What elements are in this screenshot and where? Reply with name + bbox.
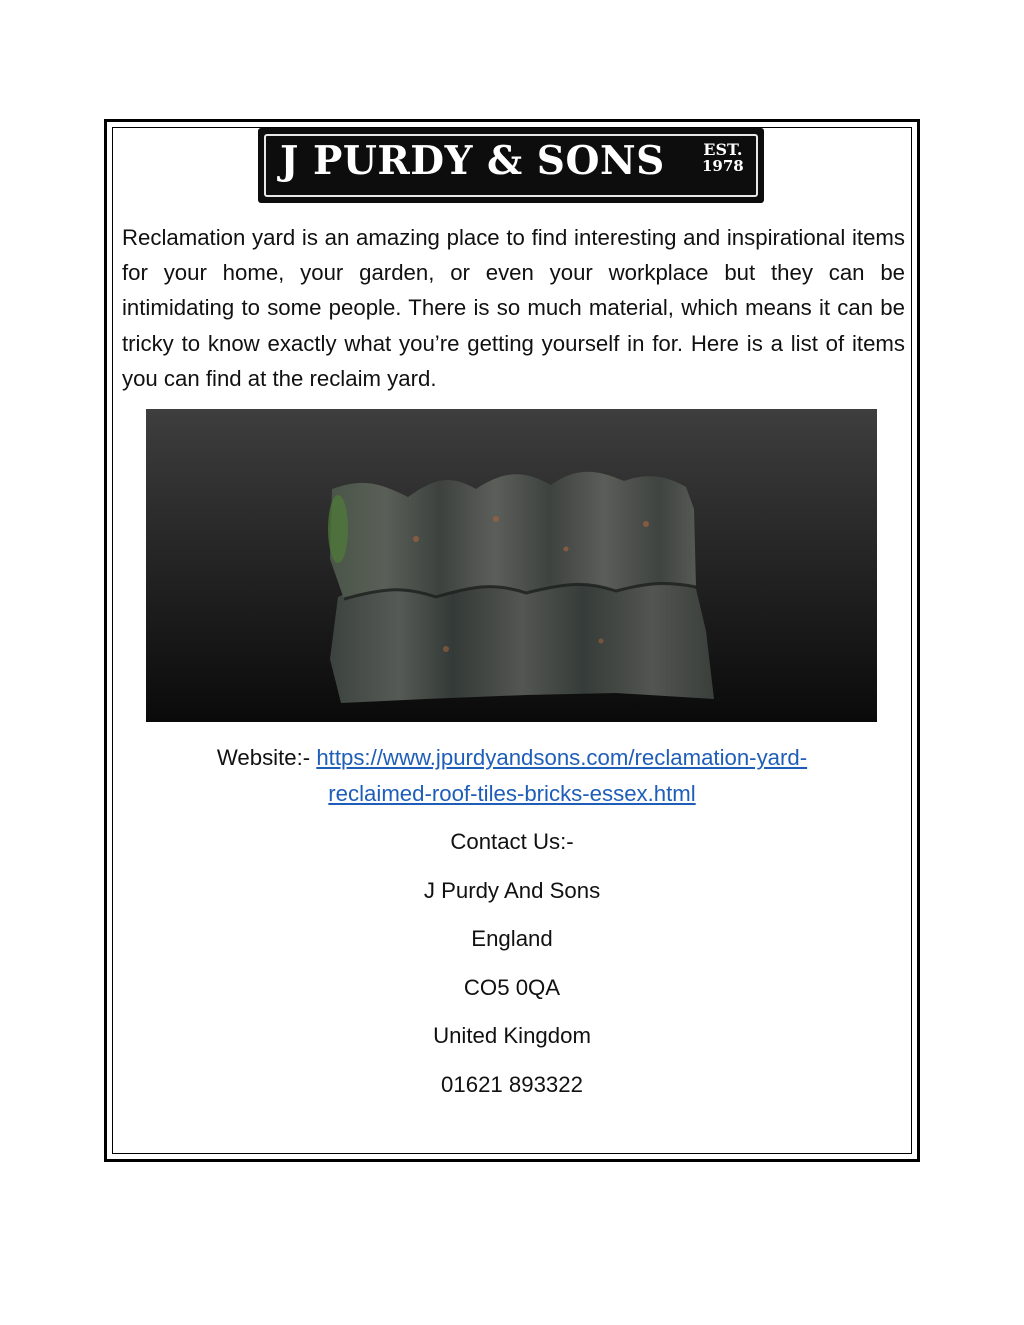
website-line-2	[104, 776, 920, 812]
contact-phone: 01621 893322	[441, 1072, 583, 1097]
website-line-1	[104, 740, 920, 776]
intro-paragraph: Reclamation yard is an amazing place to find interesting and inspirational items for your home, your garden, or even your workplace but they can be intimidating to some people. There is so much material, which means it can be tricky to know exactly what you’re getting yourself in for. Here is a list of items you can find at the reclaim yard.	[122, 225, 905, 391]
logo-est-label: EST.	[703, 140, 743, 159]
tile-row-lower	[330, 578, 714, 703]
moss-patch	[328, 495, 348, 563]
contact-postcode: CO5 0QA	[463, 975, 561, 1000]
company-logo	[258, 128, 764, 203]
tile-row-upper	[330, 472, 696, 599]
logo-name: J PURDY & SONS	[280, 138, 665, 184]
logo-established	[702, 142, 744, 175]
website-block	[104, 740, 920, 812]
contact-heading: Contact Us:-	[450, 829, 574, 854]
roof-tile-photo	[146, 409, 877, 722]
logo-est-year: 1978	[702, 156, 744, 175]
website-link-part-2[interactable]: reclaimed-roof-tiles-bricks-essex.html	[328, 781, 696, 806]
contact-country: United Kingdom	[433, 1023, 591, 1048]
website-link-part-1[interactable]: https://www.jpurdyandsons.com/reclamation-yard-	[316, 745, 808, 770]
website-label: Website:-	[216, 745, 317, 770]
contact-company: J Purdy And Sons	[423, 878, 601, 903]
contact-region: England	[471, 926, 553, 951]
